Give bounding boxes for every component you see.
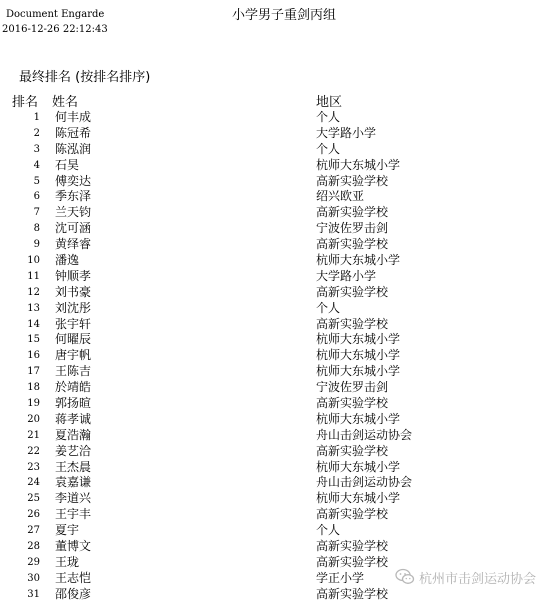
name-cell: 刘书豪: [55, 284, 92, 299]
rank-cell: 27: [27, 525, 40, 537]
rank-cell: 19: [27, 398, 40, 410]
table-header: [0, 91, 557, 109]
region-cell: 个人: [316, 141, 341, 156]
region-cell: 舟山击剑运动协会: [316, 475, 413, 490]
wechat-icon: [395, 568, 415, 586]
region-cell: 个人: [316, 300, 341, 315]
region-cell: 高新实验学校: [316, 396, 389, 411]
region-cell: 高新实验学校: [316, 539, 389, 554]
name-cell: 何曜辰: [55, 332, 92, 347]
rank-cell: 14: [27, 318, 40, 330]
table-row: [0, 110, 557, 126]
table-row: [0, 475, 557, 491]
rank-cell: 23: [27, 461, 40, 473]
name-cell: 潘逸: [55, 253, 80, 268]
table-row: [0, 348, 557, 364]
timestamp: 2016-12-26 22:12:43: [2, 24, 108, 35]
name-cell: 张宇轩: [55, 316, 92, 331]
rank-cell: 30: [27, 572, 40, 584]
rank-cell: 5: [33, 175, 40, 187]
rank-cell: 13: [27, 302, 40, 314]
table-row: [0, 539, 557, 555]
name-cell: 王陈吉: [55, 364, 92, 379]
rank-cell: 7: [33, 207, 40, 219]
rank-cell: 18: [27, 382, 40, 394]
table-row: [0, 269, 557, 285]
region-cell: 大学路小学: [316, 268, 377, 283]
region-cell: 大学路小学: [316, 125, 377, 140]
table-row: [0, 380, 557, 396]
section-heading: 最终排名 (按排名排序): [19, 70, 151, 85]
rank-cell: 25: [27, 493, 40, 505]
rank-cell: 21: [27, 429, 40, 441]
name-cell: 钟顺孝: [55, 268, 92, 283]
region-cell: 杭师大东城小学: [316, 459, 401, 474]
rank-cell: 2: [33, 127, 40, 139]
table-row: [0, 158, 557, 174]
watermark-text: 杭州市击剑运动协会: [419, 571, 537, 587]
app-name: Document Engarde: [6, 9, 105, 20]
table-row: [0, 189, 557, 205]
table-row: [0, 507, 557, 523]
name-cell: 刘沈彤: [55, 300, 92, 315]
region-cell: 杭师大东城小学: [316, 364, 401, 379]
name-cell: 季东泽: [55, 189, 92, 204]
table-row: [0, 396, 557, 412]
table-row: [0, 285, 557, 301]
region-cell: 高新实验学校: [316, 507, 389, 522]
region-cell: 杭师大东城小学: [316, 332, 401, 347]
region-cell: 高新实验学校: [316, 237, 389, 252]
table-row: [0, 444, 557, 460]
name-cell: 蒋孝诚: [55, 411, 92, 426]
name-cell: 夏宇: [55, 523, 80, 538]
region-cell: 宁波佐罗击剑: [316, 221, 389, 236]
name-cell: 袁嘉谦: [55, 475, 92, 490]
ranking-table: [0, 110, 557, 603]
watermark: [395, 566, 536, 588]
name-cell: 董博文: [55, 539, 92, 554]
rank-cell: 4: [33, 159, 40, 171]
region-cell: 杭师大东城小学: [316, 157, 401, 172]
region-cell: 杭师大东城小学: [316, 348, 401, 363]
table-row: [0, 364, 557, 380]
table-row: [0, 317, 557, 333]
rank-cell: 20: [27, 413, 40, 425]
name-cell: 郭扬暄: [55, 396, 92, 411]
name-cell: 黄绎睿: [55, 237, 92, 252]
region-cell: 个人: [316, 110, 341, 124]
table-row: [0, 221, 557, 237]
region-cell: 高新实验学校: [316, 173, 389, 188]
table-row: [0, 253, 557, 269]
region-cell: 舟山击剑运动协会: [316, 427, 413, 442]
region-cell: 高新实验学校: [316, 554, 389, 569]
name-cell: 唐宇帆: [55, 348, 92, 363]
name-cell: 李道兴: [55, 491, 92, 506]
region-cell: 宁波佐罗击剑: [316, 380, 389, 395]
rank-cell: 26: [27, 509, 40, 521]
region-cell: 杭师大东城小学: [316, 253, 401, 268]
rank-cell: 1: [33, 112, 40, 123]
table-row: [0, 523, 557, 539]
region-cell: 高新实验学校: [316, 284, 389, 299]
table-row: [0, 126, 557, 142]
name-cell: 邵俊彦: [55, 586, 92, 601]
region-cell: 高新实验学校: [316, 443, 389, 458]
name-cell: 陈泓润: [55, 141, 92, 156]
name-cell: 陈冠希: [55, 125, 92, 140]
page-title: 小学男子重剑丙组: [232, 8, 337, 23]
column-header-name: 姓名: [52, 95, 79, 110]
rank-cell: 6: [33, 191, 40, 203]
rank-cell: 9: [33, 239, 40, 251]
table-row: [0, 428, 557, 444]
region-cell: 杭师大东城小学: [316, 491, 401, 506]
column-header-region: 地区: [316, 95, 343, 110]
name-cell: 石昊: [55, 157, 80, 172]
rank-cell: 22: [27, 445, 40, 457]
name-cell: 王志恺: [55, 570, 92, 585]
region-cell: 个人: [316, 523, 341, 538]
name-cell: 姜艺洽: [55, 443, 92, 458]
table-row: [0, 587, 557, 603]
name-cell: 王宇丰: [55, 507, 92, 522]
region-cell: 高新实验学校: [316, 316, 389, 331]
rank-cell: 28: [27, 541, 40, 553]
name-cell: 王杰晨: [55, 459, 92, 474]
table-row: [0, 174, 557, 190]
table-row: [0, 301, 557, 317]
name-cell: 於靖皓: [55, 380, 92, 395]
region-cell: 绍兴欧亚: [316, 189, 365, 204]
document-header: [0, 0, 557, 40]
name-cell: 何丰成: [55, 110, 92, 124]
rank-cell: 3: [33, 143, 40, 155]
region-cell: 高新实验学校: [316, 205, 389, 220]
name-cell: 傅奕达: [55, 173, 92, 188]
rank-cell: 31: [27, 588, 40, 600]
rank-cell: 8: [33, 223, 40, 235]
region-cell: 高新实验学校: [316, 586, 389, 601]
region-cell: 杭师大东城小学: [316, 411, 401, 426]
column-header-rank: 排名: [12, 95, 39, 110]
table-row: [0, 332, 557, 348]
table-row: [0, 142, 557, 158]
name-cell: 沈可涵: [55, 221, 92, 236]
rank-cell: 10: [27, 255, 40, 267]
table-row: [0, 412, 557, 428]
name-cell: 夏浩瀚: [55, 427, 92, 442]
name-cell: 兰天钧: [55, 205, 92, 220]
rank-cell: 29: [27, 556, 40, 568]
table-row: [0, 237, 557, 253]
rank-cell: 12: [27, 286, 40, 298]
rank-cell: 24: [27, 477, 40, 489]
region-cell: 学正小学: [316, 570, 365, 585]
rank-cell: 15: [27, 334, 40, 346]
table-row: [0, 205, 557, 221]
table-row: [0, 491, 557, 507]
rank-cell: 11: [27, 270, 40, 282]
rank-cell: 16: [27, 350, 40, 362]
name-cell: 王珑: [55, 554, 80, 569]
table-row: [0, 460, 557, 476]
rank-cell: 17: [27, 366, 40, 378]
